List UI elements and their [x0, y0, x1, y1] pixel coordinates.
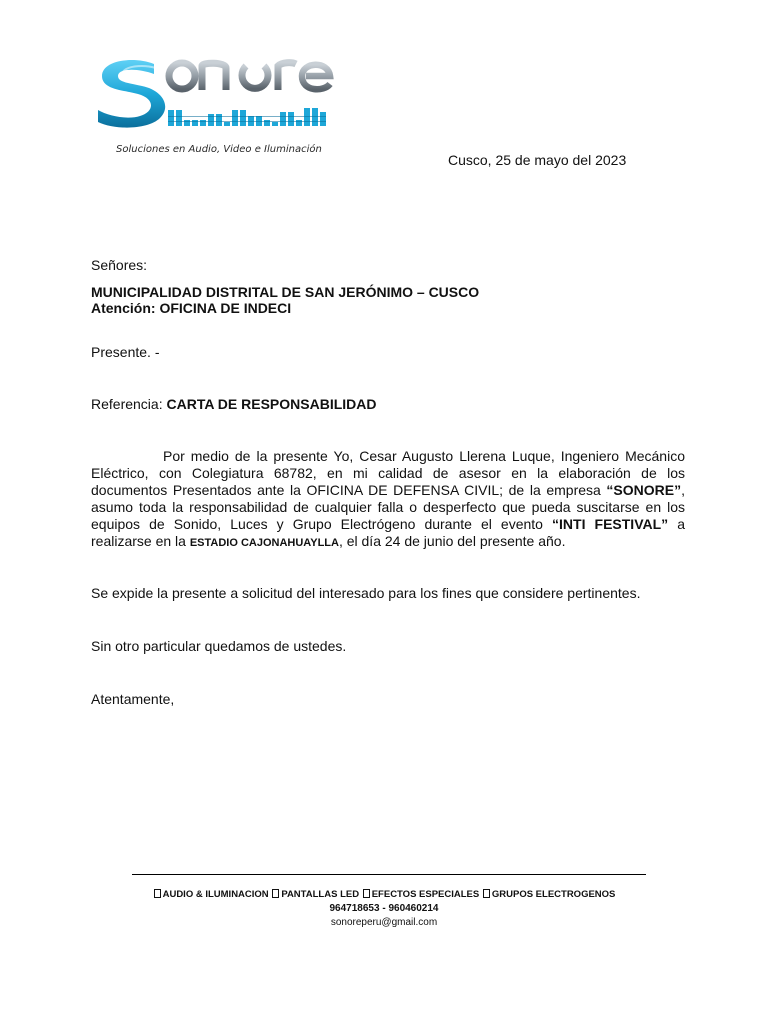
body-line: Eléctrico, con Colegiatura 68782, en mi calidad de asesor en la elaboración de los — [91, 465, 685, 481]
presente-line: Presente. - — [91, 344, 160, 360]
body-text: , el día 24 de junio del presente año. — [338, 533, 566, 549]
logo-tagline: Soluciones en Audio, Video e Iluminación — [116, 144, 322, 155]
expide-statement: Se expide la presente a solicitud del interesado para los fines que considere pertinentes. — [91, 585, 641, 601]
body-text: a — [668, 516, 685, 532]
footer-service: PANTALLAS LED — [281, 889, 360, 900]
recipient-name: MUNICIPALIDAD DISTRITAL DE SAN JERÓNIMO – CUSCO — [91, 284, 480, 300]
salutation: Señores: — [91, 257, 148, 273]
letter-date: Cusco, 25 de mayo del 2023 — [448, 152, 627, 168]
body-line — [91, 516, 685, 533]
footer-service: AUDIO & ILUMINACION — [162, 889, 269, 900]
footer-service: GRUPOS ELECTROGENOS — [491, 889, 616, 900]
company-name: “SONORE” — [606, 482, 682, 498]
body-text: , — [681, 482, 685, 498]
signoff: Atentamente, — [91, 691, 175, 707]
body-text: realizarse en la — [91, 533, 190, 549]
body-line — [91, 533, 685, 550]
body-line — [91, 482, 685, 499]
checkbox-glyph-icon — [363, 889, 370, 898]
body-text: documentos Presentados ante la OFICINA DE DEFENSA CIVIL; de la empresa — [91, 482, 607, 498]
footer-services — [0, 888, 768, 902]
sonore-logo-graphic — [94, 54, 339, 144]
sonore-logo — [94, 54, 339, 166]
footer-phones: 964718653 - 960460214 — [329, 903, 439, 914]
recipient-attention: Atención: OFICINA DE INDECI — [91, 300, 292, 316]
footer-service: EFECTOS ESPECIALES — [371, 889, 480, 900]
checkbox-glyph-icon — [154, 889, 161, 898]
body-line: Por medio de la presente Yo, Cesar Augusto Llerena Luque, Ingeniero Mecánico — [163, 448, 685, 464]
footer-divider — [132, 874, 646, 875]
reference-label: Referencia: — [91, 396, 167, 412]
checkbox-glyph-icon — [483, 889, 490, 898]
body-line: asumo toda la responsabilidad de cualquier falla o desperfecto que pueda suscitarse en los — [91, 499, 685, 515]
reference-value: CARTA DE RESPONSABILIDAD — [166, 396, 377, 412]
venue-name: ESTADIO CAJONAHUAYLLA — [189, 537, 339, 549]
reference-line — [91, 396, 377, 413]
event-name: “INTI FESTIVAL” — [552, 516, 669, 532]
footer-email[interactable]: sonoreperu@gmail.com — [330, 917, 438, 928]
checkbox-glyph-icon — [272, 889, 279, 898]
body-paragraph — [91, 448, 685, 550]
body-text: equipos de Sonido, Luces y Grupo Electrógeno durante el evento — [91, 516, 553, 532]
closing-line: Sin otro particular quedamos de ustedes. — [91, 638, 347, 654]
